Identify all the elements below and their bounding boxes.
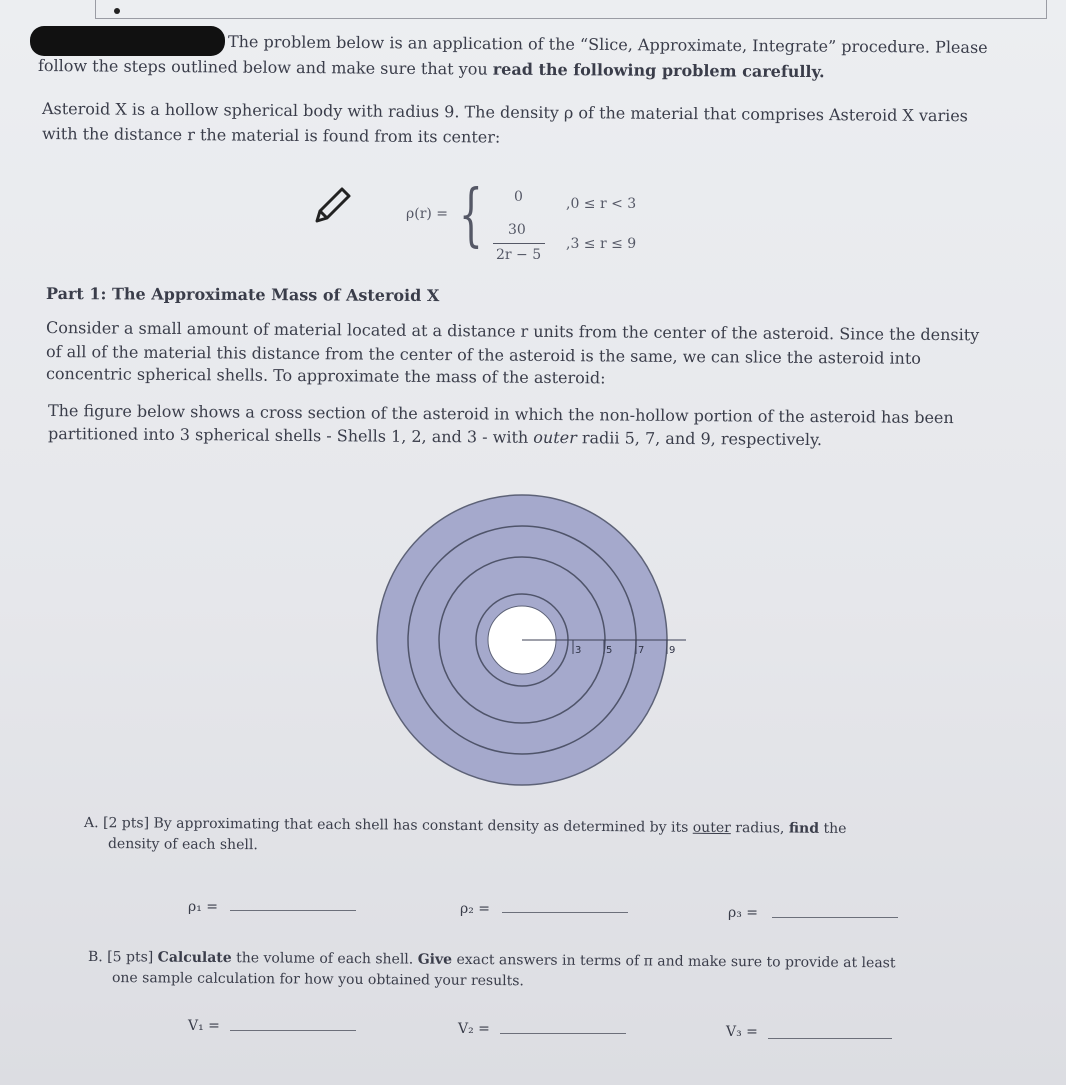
bullet-dot (114, 8, 120, 14)
question-b-line-2: one sample calculation for how you obtained your results. (111, 970, 524, 990)
tick-label-3: 3 (575, 645, 582, 656)
v1-answer-blank[interactable] (230, 1030, 356, 1031)
part1-paragraph-1-line-3: concentric spherical shells. To approximate the mass of the asteroid: (45, 364, 606, 388)
asteroid-cross-section (370, 494, 690, 794)
v2-answer-blank[interactable] (500, 1033, 626, 1034)
redacted-name (30, 26, 225, 56)
rho1-label: ρ₁ = (188, 899, 219, 915)
rho2-label: ρ₂ = (460, 901, 491, 917)
tick-label-9: 9 (669, 645, 676, 656)
part1-paragraph-2-line-1: The figure below shows a cross section of the asteroid in which the non-hollow portion of the asteroid has been (47, 401, 954, 428)
v3-label: V₃ = (726, 1024, 758, 1040)
part1-paragraph-2-line-2: partitioned into 3 spherical shells - Shells 1, 2, and 3 - with outer radii 5, 7, and 9, respectively. (47, 424, 823, 450)
rho3-answer-blank[interactable] (772, 917, 898, 918)
part1-paragraph-1-line-1: Consider a small amount of material located at a distance r units from the center of the asteroid. Since the density (45, 318, 980, 345)
question-a-line-1: A. [2 pts] By approximating that each shell has constant density as determined by its outer radius, find the (83, 815, 847, 837)
question-a-line-2: density of each shell. (107, 836, 258, 854)
rho2-answer-blank[interactable] (502, 912, 628, 913)
description-line-2: with the distance r the material is found from its center: (41, 124, 501, 147)
tick-label-5: 5 (606, 645, 613, 656)
v1-label: V₁ = (188, 1018, 220, 1034)
equation-case2-denominator: 2r − 5 (496, 247, 542, 263)
top-box (95, 0, 1047, 19)
v2-label: V₂ = (458, 1021, 490, 1037)
intro-line-2: follow the steps outlined below and make sure that you read the following problem carefully. (37, 56, 825, 82)
question-b-line-1: B. [5 pts] Calculate the volume of each shell. Give exact answers in terms of π and make sure to provide at least (87, 949, 896, 972)
equation-brace: { (459, 176, 483, 255)
description-line-1: Asteroid X is a hollow spherical body with radius 9. The density ρ of the material that comprises Asteroid X varies (41, 99, 969, 126)
v3-answer-blank[interactable] (768, 1038, 892, 1039)
equation-case1-value: 0 (514, 189, 523, 205)
rho1-answer-blank[interactable] (230, 910, 356, 911)
intro-line-1: The problem below is an application of the “Slice, Approximate, Integrate” procedure. Please (227, 32, 988, 57)
equation-case2-condition: ,3 ≤ r ≤ 9 (566, 236, 637, 252)
fraction-bar (493, 243, 545, 244)
part1-paragraph-1-line-2: of all of the material this distance from the center of the asteroid is the same, we can slice the asteroid into (45, 342, 922, 368)
tick-label-7: 7 (638, 645, 645, 656)
pencil-icon[interactable] (311, 183, 355, 227)
rho3-label: ρ₃ = (728, 905, 759, 921)
equation-case2-numerator: 30 (508, 222, 526, 238)
equation-case1-condition: ,0 ≤ r < 3 (566, 196, 637, 212)
equation-lhs: ρ(r) = (406, 206, 449, 222)
part1-heading: Part 1: The Approximate Mass of Asteroid X (45, 284, 440, 306)
